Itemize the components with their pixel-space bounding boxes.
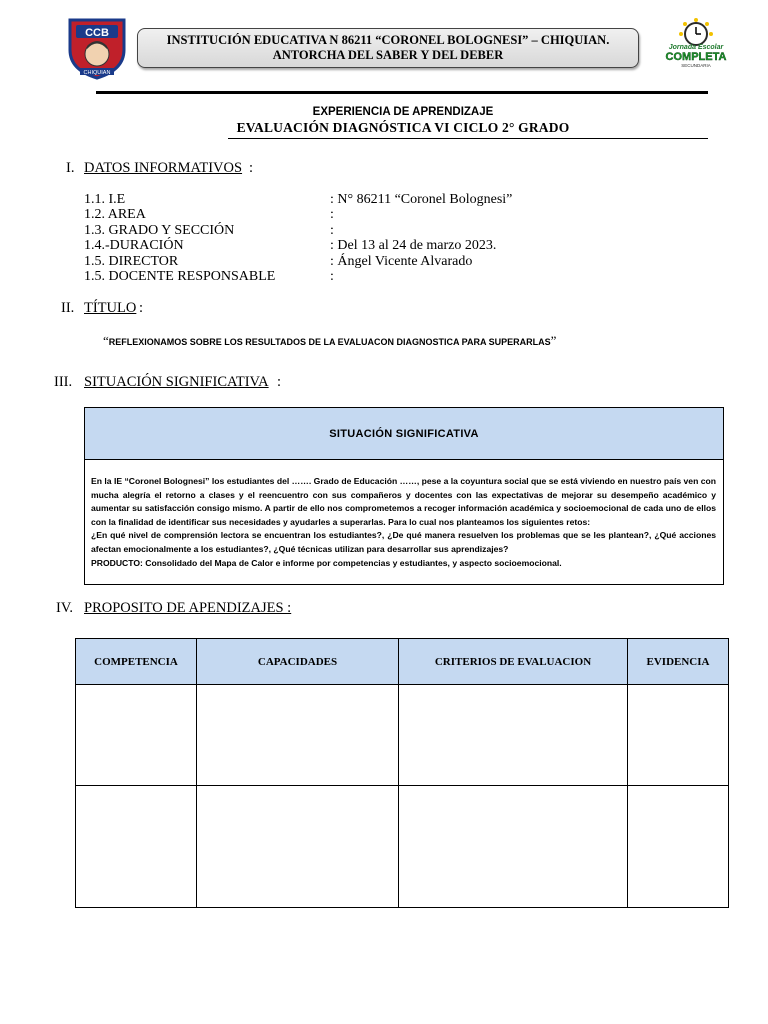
purpose-table xyxy=(75,638,729,908)
crest-letters: CCB xyxy=(85,27,109,39)
column-header-criterios: CRITERIOS DE EVALUACION xyxy=(399,639,628,685)
table-cell[interactable] xyxy=(399,786,628,908)
column-header-capacidades: CAPACIDADES xyxy=(197,639,399,685)
school-crest-logo xyxy=(66,16,128,80)
section-3-number: III. xyxy=(54,374,73,390)
column-header-evidencia: EVIDENCIA xyxy=(628,639,729,685)
evaluation-title: EVALUACIÓN DIAGNÓSTICA VI CICLO 2° GRADO xyxy=(236,120,570,135)
header-divider xyxy=(96,91,708,94)
jec-line1: Jornada Escolar xyxy=(668,44,724,51)
table-cell[interactable] xyxy=(197,685,399,786)
situation-questions: ¿En qué nivel de comprensión lectora se encuentran los estudiantes?, ¿De qué manera resuelven los problemas que se les plantean?, ¿Qué acciones afectan emocionalmente a los estudiantes?, ¿Qué técnicas utilizan para desarrollar sus aprendizajes? xyxy=(91,530,716,554)
section-2-number: II. xyxy=(61,300,75,316)
info-row xyxy=(84,238,684,254)
title-divider xyxy=(228,138,708,139)
situation-text xyxy=(91,475,716,570)
info-value: : N° 86211 “Coronel Bolognesi” xyxy=(330,192,513,207)
section-1-heading: I. DATOS INFORMATIVOS : xyxy=(66,160,254,176)
info-value: : xyxy=(330,269,334,284)
title-quote-text: REFLEXIONAMOS SOBRE LOS RESULTADOS DE LA EVALUACON DIAGNOSTICA PARA SUPERARLAS xyxy=(108,337,551,347)
section-1-number: I. xyxy=(66,160,75,176)
institution-motto: ANTORCHA DEL SABER Y DEL DEBER xyxy=(272,48,504,62)
info-value: : Ángel Vicente Alvarado xyxy=(330,254,473,269)
info-key: 1.2. AREA xyxy=(84,207,146,222)
section-4-number: IV. xyxy=(56,600,74,616)
situation-box-title: SITUACIÓN SIGNIFICATIVA xyxy=(85,408,723,460)
situation-paragraph: En la IE “Coronel Bolognesi” los estudiantes del ……. Grado de Educación ……, pese a la coyuntura social que se está viviendo en nuestro país ven con mucha alegría el retorno a clases y el reencuentro con sus compañeros y docentes con las expectativas de mejorar su desempeño académico y aumentar su satisfacción consigo mismo. A partir de ello nos comprometemos a recoger información académica y socioemocional de cada uno de ellos con la finalidad de identificar sus necesidades y ayudarles a superarlas. Para lo cual nos planteamos los siguientes retos: xyxy=(91,476,716,527)
info-row xyxy=(84,254,684,270)
jec-line3: SECUNDARIA xyxy=(681,63,711,68)
table-cell[interactable] xyxy=(76,685,197,786)
institution-name: INSTITUCIÓN EDUCATIVA N 86211 “CORONEL BOLOGNESI” – CHIQUIAN. xyxy=(166,33,610,47)
column-header-competencia: COMPETENCIA xyxy=(76,639,197,685)
info-key: 1.4.-DURACIÓN xyxy=(84,238,184,253)
info-key: 1.3. GRADO Y SECCIÓN xyxy=(84,223,235,238)
section-2-heading: II. TÍTULO : xyxy=(61,300,144,316)
jec-logo xyxy=(658,18,734,70)
table-row xyxy=(76,786,729,908)
info-key: 1.5. DIRECTOR xyxy=(84,254,179,269)
table-cell[interactable] xyxy=(628,685,729,786)
info-key: 1.1. I.E xyxy=(84,192,126,207)
section-2-label: TÍTULO xyxy=(84,300,137,316)
crest-town: CHIQUIAN xyxy=(83,70,111,76)
info-value: : xyxy=(330,207,334,222)
section-4-label: PROPOSITO DE APENDIZAJES : xyxy=(84,600,292,616)
section-3-heading: III. SITUACIÓN SIGNIFICATIVA : xyxy=(54,374,282,390)
table-cell[interactable] xyxy=(628,786,729,908)
info-row xyxy=(84,192,684,208)
table-cell[interactable] xyxy=(197,786,399,908)
info-value: : xyxy=(330,223,334,238)
experience-title: EXPERIENCIA DE APRENDIZAJE xyxy=(312,106,494,118)
info-value: : Del 13 al 24 de marzo 2023. xyxy=(330,238,497,253)
info-key: 1.5. DOCENTE RESPONSABLE xyxy=(84,269,276,284)
title-quote: “REFLEXIONAMOS SOBRE LOS RESULTADOS DE LA EVALUACON DIAGNOSTICA PARA SUPERARLAS” xyxy=(103,333,557,348)
info-row xyxy=(84,223,684,239)
situation-box xyxy=(84,407,724,585)
table-cell[interactable] xyxy=(399,685,628,786)
institution-banner xyxy=(137,28,639,68)
section-3-label: SITUACIÓN SIGNIFICATIVA xyxy=(84,374,269,390)
info-row xyxy=(84,207,684,223)
section-1-label: DATOS INFORMATIVOS xyxy=(84,160,243,176)
jec-line2: COMPLETA xyxy=(665,51,727,63)
section-4-heading xyxy=(56,600,456,620)
table-row xyxy=(76,685,729,786)
info-row xyxy=(84,269,684,285)
situation-product: PRODUCTO: Consolidado del Mapa de Calor e informe por competencias y estudiantes, y aspecto socioemocional. xyxy=(91,557,562,568)
table-header-row xyxy=(76,639,729,685)
table-cell[interactable] xyxy=(76,786,197,908)
